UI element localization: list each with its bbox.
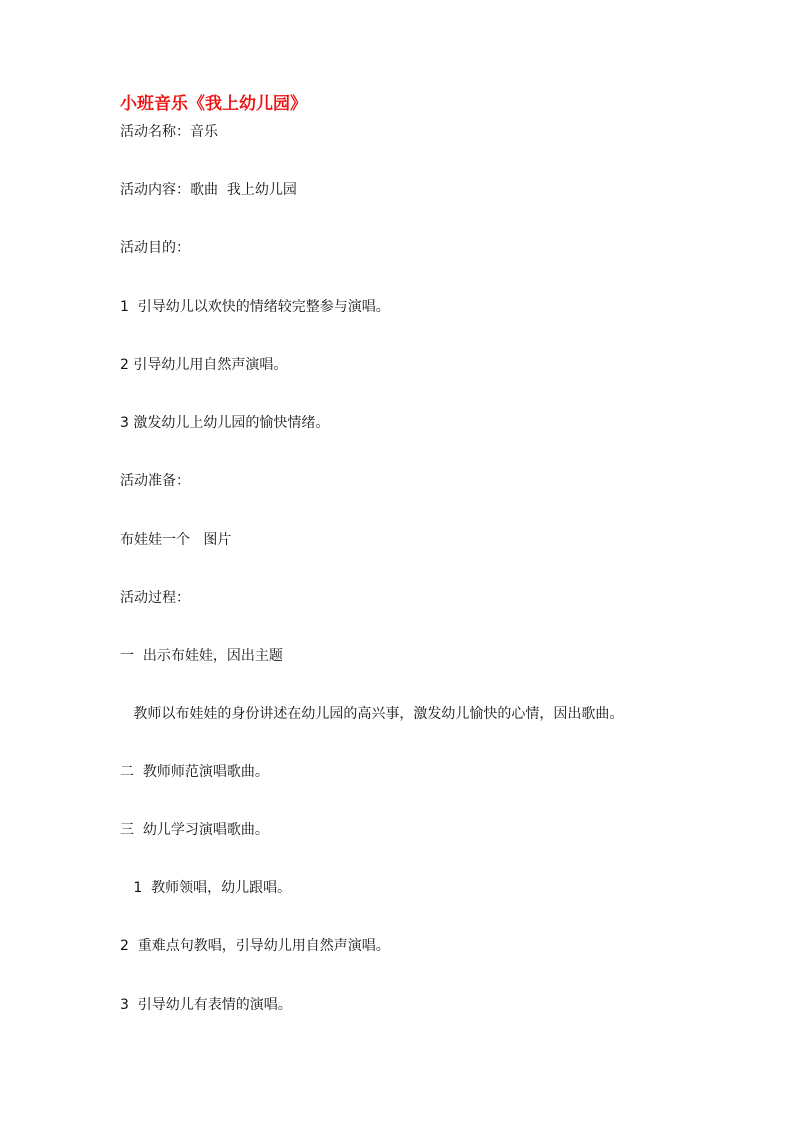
process-step-2: 二 教师师范演唱歌曲。 [120,764,269,780]
activity-content-line: 活动内容：歌曲 我上幼儿园 [120,182,297,198]
process-step-3-sub-1: 1 教师领唱，幼儿跟唱。 [120,880,292,896]
prep-materials-line: 布娃娃一个 图片 [120,532,232,548]
goal-item-1: 1 引导幼儿以欢快的情绪较完整参与演唱。 [120,299,390,315]
activity-process-heading: 活动过程： [120,590,190,606]
activity-name-line: 活动名称：音乐 [120,124,218,140]
process-step-3: 三 幼儿学习演唱歌曲。 [120,822,269,838]
goal-item-2: 2 引导幼儿用自然声演唱。 [120,357,288,373]
activity-goals-heading: 活动目的： [120,240,190,256]
document-title: 小班音乐《我上幼儿园》 [120,94,307,114]
goal-item-3: 3 激发幼儿上幼儿园的愉快情绪。 [120,415,330,431]
process-step-3-sub-3: 3 引导幼儿有表情的演唱。 [120,997,292,1013]
process-step-1-detail: 教师以布娃娃的身份讲述在幼儿园的高兴事，激发幼儿愉快的心情，因出歌曲。 [120,706,624,722]
activity-prep-heading: 活动准备： [120,473,190,489]
process-step-3-sub-2: 2 重难点句教唱，引导幼儿用自然声演唱。 [120,938,390,954]
process-step-1: 一 出示布娃娃，因出主题 [120,648,283,664]
